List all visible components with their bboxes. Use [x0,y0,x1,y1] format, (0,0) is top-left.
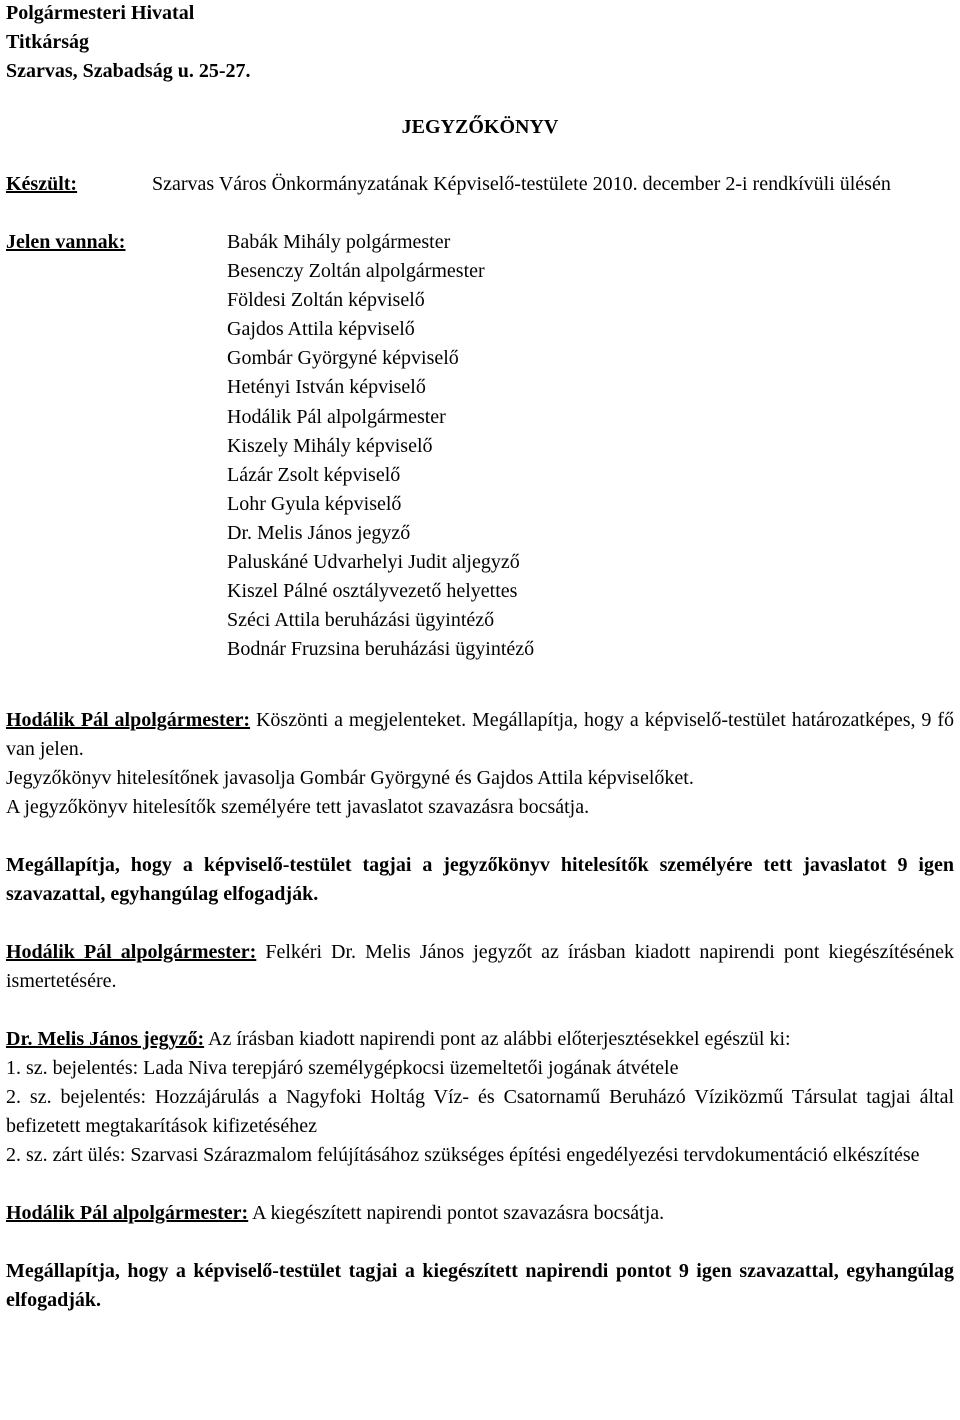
paragraph-request [6,938,954,996]
agenda-item: 2. sz. bejelentés: Hozzájárulás a Nagyfoki Holtág Víz- és Csatornamű Beruházó Víziközmű Társulat tagjai által befizetett megtakarítások kifizetéséhez [6,1086,954,1138]
speaker-name: Hodálik Pál alpolgármester: [6,1202,249,1225]
paragraph-vote-call: A jegyzőkönyv hitelesítők személyére tett javaslatot szavazásra bocsátja. [6,796,590,819]
document-page [6,0,954,1315]
attendee: Lázár Zsolt képviselő [227,463,401,486]
paragraph-authenticators: Jegyzőkönyv hitelesítőnek javasolja Gombár Györgyné és Gajdos Attila képviselőket. [6,767,694,790]
paragraph-opening [6,706,954,764]
office-address: Szarvas, Szabadság u. 25-27. [6,60,251,82]
paragraph-agenda [6,1025,954,1054]
made-text: Szarvas Város Önkormányzatának Képviselő-testülete 2010. december 2-i rendkívüli ülésén [152,173,891,195]
paragraph-agenda-vote [6,1199,954,1228]
speaker-name: Hodálik Pál alpolgármester: [6,709,251,732]
speaker-name: Dr. Melis János jegyző: [6,1028,205,1051]
attendee: Hetényi István képviselő [227,376,426,399]
attendee: Gombár Györgyné képviselő [227,347,459,370]
attendee-list [227,228,954,664]
present-label: Jelen vannak: [6,231,126,253]
speech-text: Az írásban kiadott napirendi pont az alábbi előterjesztésekkel egészül ki: [204,1028,791,1051]
attendee: Besenczy Zoltán alpolgármester [227,260,485,283]
attendee: Paluskáné Udvarhelyi Judit aljegyző [227,551,520,574]
office-header [6,0,954,86]
resolution-agenda: Megállapítja, hogy a képviselő-testület tagjai a kiegészített napirendi pontot 9 igen szavazattal, egyhangúlag elfogadják. [6,1260,954,1312]
attendee: Gajdos Attila képviselő [227,318,415,341]
attendee: Kiszely Mihály képviselő [227,434,433,457]
speaker-name: Hodálik Pál alpolgármester: [6,941,257,964]
attendee: Széci Attila beruházási ügyintéző [227,609,495,632]
made-row [6,170,954,199]
attendee: Kiszel Pálné osztályvezető helyettes [227,580,518,603]
office-department: Titkárság [6,31,89,53]
speech-text: Felkéri Dr. Melis János jegyzőt az írásban kiadott napirendi pont kiegészítésének ismertetésére. [6,941,954,993]
present-row [6,228,954,664]
agenda-item: 2. sz. zárt ülés: Szarvasi Szárazmalom felújításához szükséges építési engedélyezési tervdokumentáció elkészítése [6,1144,920,1167]
agenda-item: 1. sz. bejelentés: Lada Niva terepjáró személygépkocsi üzemeltetői jogának átvétele [6,1057,679,1080]
resolution-authenticators: Megállapítja, hogy a képviselő-testület tagjai a jegyzőkönyv hitelesítők személyére tett javaslatot 9 igen szavazattal, egyhangúlag elfogadják. [6,854,954,906]
attendee: Lohr Gyula képviselő [227,492,402,515]
document-title: JEGYZŐKÖNYV [401,116,559,138]
office-name: Polgármesteri Hivatal [6,2,195,24]
attendee: Hodálik Pál alpolgármester [227,405,446,428]
attendee: Babák Mihály polgármester [227,231,451,253]
speech-text: Köszönti a megjelenteket. Megállapítja, hogy a képviselő-testület határozatképes, 9 fő van jelen. [6,709,955,761]
made-label: Készült: [6,173,78,195]
attendee: Bodnár Fruzsina beruházási ügyintéző [227,638,535,661]
speech-text: A kiegészített napirendi pontot szavazásra bocsátja. [248,1202,665,1225]
attendee: Dr. Melis János jegyző [227,521,411,544]
attendee: Földesi Zoltán képviselő [227,289,425,312]
